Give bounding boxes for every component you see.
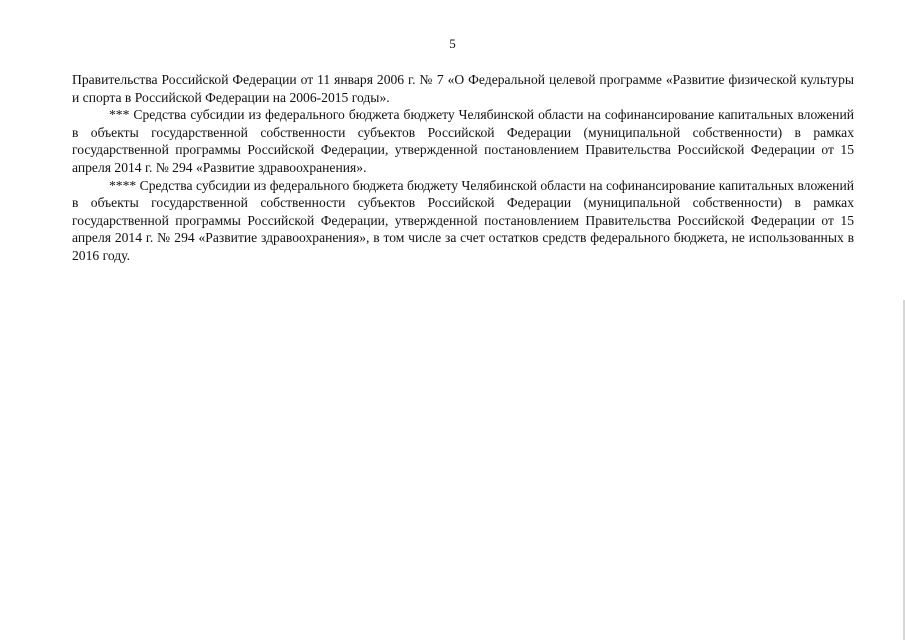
document-body xyxy=(72,71,854,265)
paragraph-continuation: Правительства Российской Федерации от 11 января 2006 г. № 7 «О Федеральной целевой программе «Развитие физической культуры и спорта в Российской Федерации на 2006-2015 годы». xyxy=(72,72,854,105)
footnote-four-asterisks: **** Средства субсидии из федерального бюджета бюджету Челябинской области на софинансирование капитальных вложений в объекты государственной собственности субъектов Российской Федерации (муниципальной собственности) в рамках государственной программы Российской Федерации, утвержденной постановлением Правительства Российской Федерации от 15 апреля 2014 г. № 294 «Развитие здравоохранения», в том числе за счет остатков средств федерального бюджета, не использованных в 2016 году. xyxy=(72,177,854,263)
footnote-three-asterisks: *** Средства субсидии из федерального бюджета бюджету Челябинской области на софинансирование капитальных вложений в объекты государственной собственности субъектов Российской Федерации (муниципальной собственности) в рамках государственной программы Российской Федерации, утвержденной постановлением Правительства Российской Федерации от 15 апреля 2014 г. № 294 «Развитие здравоохранения». xyxy=(72,107,854,175)
page-number: 5 xyxy=(449,36,456,51)
